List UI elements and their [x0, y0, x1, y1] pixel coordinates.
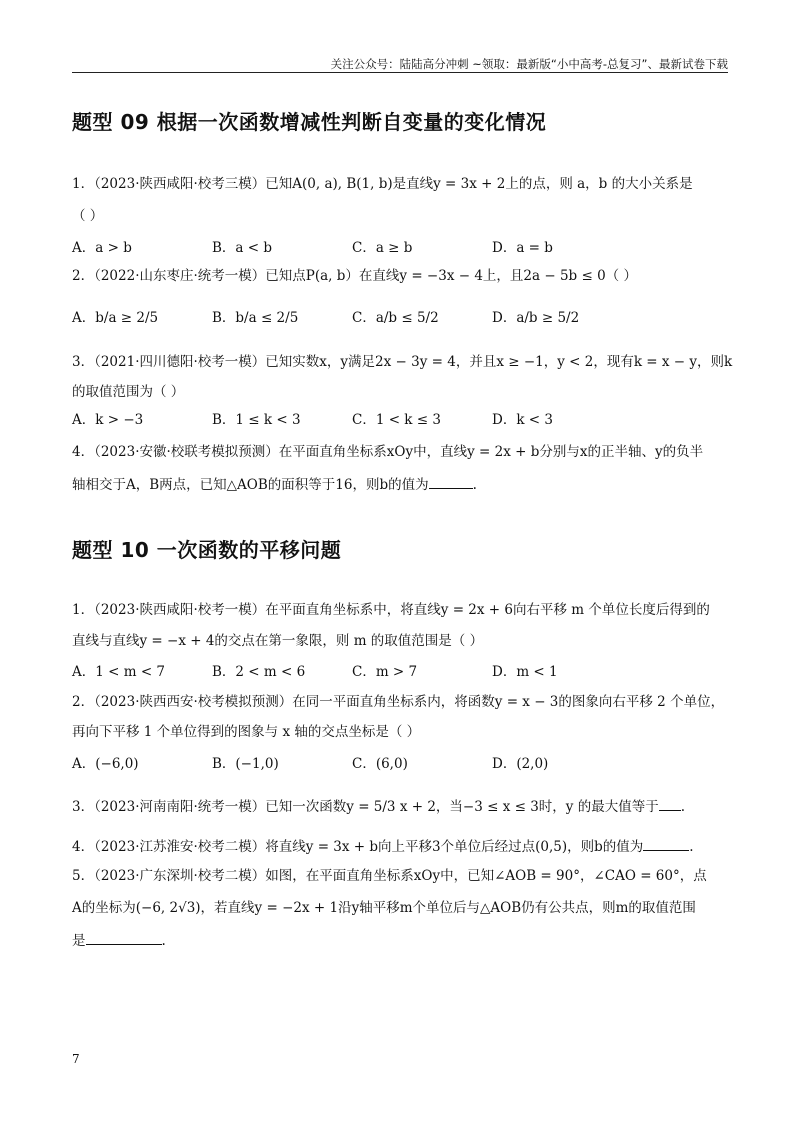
- s10-q2-stem-cont: 再向下平移 1 个单位得到的图象与 x 轴的交点坐标是（ ）: [72, 724, 421, 740]
- s10-q1-stem-cont: 直线与直线y = −x + 4的交点在第一象限，则 m 的取值范围是（ ）: [72, 633, 484, 649]
- s09-q3-option-c: C．1 < k ≤ 3: [352, 412, 441, 428]
- s10-q2-option-b: B．(−1,0): [212, 756, 279, 772]
- s10-q5-stem: 5．（2023·广东深圳·校考二模）如图，在平面直角坐标系xOy中，已知∠AOB = 90°，∠CAO = 60°，点: [72, 868, 707, 884]
- s10-q5-stem-cont: A的坐标为(−6, 2√3)，若直线y = −2x + 1沿y轴平移m个单位后与△AOB仍有公共点，则m的取值范围: [72, 900, 696, 916]
- s09-q4-answer-blank[interactable]: [429, 474, 473, 489]
- s10-q1-stem: 1．（2023·陕西咸阳·校考一模）在平面直角坐标系中，将直线y = 2x + 6向右平移 m 个单位长度后得到的: [72, 602, 710, 618]
- page-header: 关注公众号：陆陆高分冲刺 ~领取：最新版“小中高考-总复习”、最新试卷下载: [330, 57, 728, 71]
- s10-q2-option-c: C．(6,0): [352, 756, 408, 772]
- s09-q2-option-a: A．b/a ≥ 2/5: [72, 310, 159, 326]
- s09-q3-option-b: B．1 ≤ k < 3: [212, 412, 301, 428]
- s10-q5-stem-end: [72, 930, 732, 951]
- s09-q4-stem: 4．（2023·安徽·校联考模拟预测）在平面直角坐标系xOy中，直线y = 2x + b分别与x的正半轴、y的负半: [72, 444, 704, 460]
- s09-q1-stem-cont: （ ）: [72, 208, 104, 224]
- section-title-09: 题型 09 根据一次函数增减性判断自变量的变化情况: [72, 110, 547, 134]
- s09-q1-option-a: A．a > b: [72, 240, 132, 256]
- s09-q3-option-a: A．k > −3: [72, 412, 144, 428]
- s10-q2-stem: 2．（2023·陕西西安·校考模拟预测）在同一平面直角坐标系内，将函数y = x − 3的图象向右平移 2 个单位，: [72, 694, 725, 710]
- s10-q1-option-c: C．m > 7: [352, 664, 418, 680]
- s09-q2-option-c: C．a/b ≤ 5/2: [352, 310, 439, 326]
- page-number: 7: [72, 1052, 80, 1066]
- s10-q1-option-b: B．2 < m < 6: [212, 664, 306, 680]
- s09-q1-option-b: B．a < b: [212, 240, 273, 256]
- s10-q5-period: .: [161, 933, 166, 949]
- s09-q1-option-d: D．a = b: [492, 240, 553, 256]
- s10-q4-stem: [72, 836, 732, 857]
- s09-q3-stem-cont: 的取值范围为（ ）: [72, 384, 185, 400]
- s10-q3-stem: [72, 796, 732, 817]
- section-title-10: 题型 10 一次函数的平移问题: [72, 538, 342, 562]
- s09-q4-stem-cont: [72, 474, 732, 495]
- s09-q2-option-b: B．b/a ≤ 2/5: [212, 310, 299, 326]
- s10-q5-text: 是: [72, 933, 86, 949]
- s10-q3-answer-blank[interactable]: [659, 796, 681, 811]
- s10-q4-text: 4．（2023·江苏淮安·校考二模）将直线y = 3x + b向上平移3个单位后经过点(0,5)，则b的值为: [72, 839, 644, 855]
- s10-q4-period: .: [689, 839, 694, 855]
- s09-q3-stem: 3．（2021·四川德阳·校考一模）已知实数x，y满足2x − 3y = 4，并且x ≥ −1，y < 2，现有k = x − y，则k: [72, 354, 733, 370]
- s10-q3-text: 3．（2023·河南南阳·统考一模）已知一次函数y = 5/3 x + 2，当−3 ≤ x ≤ 3时，y 的最大值等于: [72, 799, 659, 815]
- s10-q2-option-a: A．(−6,0): [72, 756, 139, 772]
- s10-q3-period: .: [680, 799, 686, 815]
- s09-q2-option-d: D．a/b ≥ 5/2: [492, 310, 580, 326]
- s09-q2-stem: 2．（2022·山东枣庄·统考一模）已知点P(a, b）在直线y = −3x − 4上，且2a − 5b ≤ 0（ ）: [72, 268, 637, 284]
- s09-q4-text: 轴相交于A，B两点，已知△AOB的面积等于16，则b的值为: [72, 477, 429, 493]
- s10-q4-answer-blank[interactable]: [643, 836, 689, 851]
- s10-q1-option-a: A．1 < m < 7: [72, 664, 166, 680]
- s10-q2-option-d: D．(2,0): [492, 756, 549, 772]
- s10-q5-answer-blank[interactable]: [86, 930, 162, 945]
- s10-q1-option-d: D．m < 1: [492, 664, 558, 680]
- s09-q3-option-d: D．k < 3: [492, 412, 553, 428]
- s09-q4-period: .: [472, 477, 477, 493]
- header-divider: [72, 72, 728, 73]
- s09-q1-stem: 1．（2023·陕西咸阳·校考三模）已知A(0, a), B(1, b)是直线y = 3x + 2上的点，则 a，b 的大小关系是: [72, 176, 693, 192]
- s09-q1-option-c: C．a ≥ b: [352, 240, 413, 256]
